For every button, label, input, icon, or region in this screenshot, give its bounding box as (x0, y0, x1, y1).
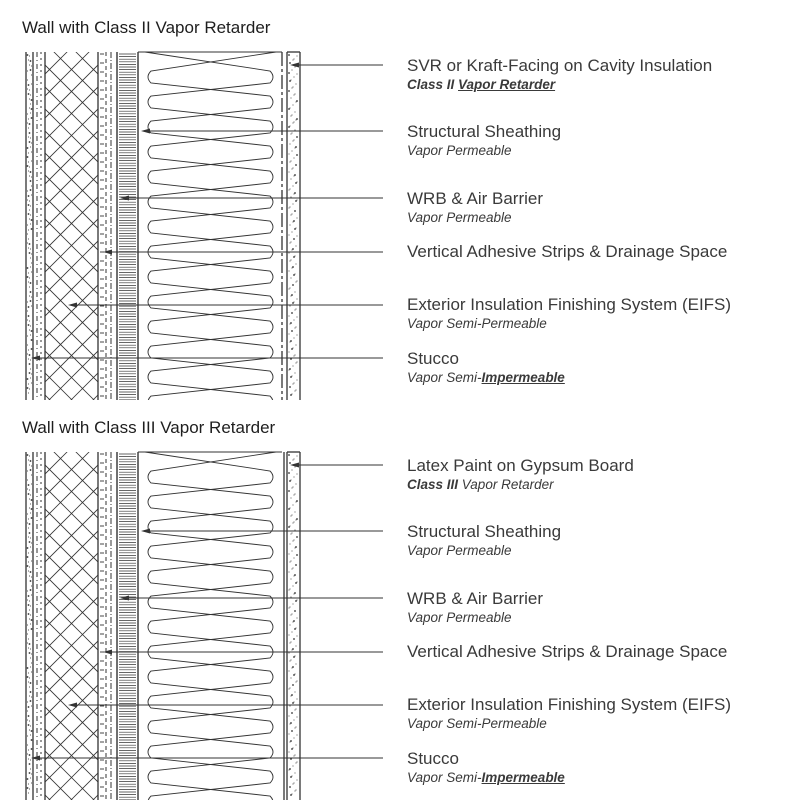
class-3-wall-section (0, 400, 800, 800)
leader-line (120, 196, 383, 201)
wrb-air-barrier-layer (100, 452, 111, 800)
label-name: WRB & Air Barrier (407, 189, 544, 208)
label-name: Stucco (407, 349, 459, 368)
label-name: Vertical Adhesive Strips & Drainage Space (407, 642, 728, 661)
arrowhead (103, 650, 112, 655)
label-property: Vapor Semi-Permeable (407, 316, 547, 331)
label-eifs (407, 695, 731, 733)
cavity-insulation-layer (138, 452, 282, 800)
label-structural-sheathing (407, 122, 561, 160)
label-property: Class III Vapor Retarder (407, 477, 554, 492)
label-name: Stucco (407, 749, 459, 768)
leader-line (141, 129, 383, 134)
arrowhead (290, 63, 299, 68)
leader-line (31, 356, 383, 361)
section-title: Wall with Class II Vapor Retarder (22, 18, 271, 37)
label-name: Exterior Insulation Finishing System (EIFS) (407, 695, 732, 714)
label-stucco (407, 749, 565, 787)
leader-line (103, 650, 383, 655)
leader-line (290, 463, 383, 468)
drainage-space-layer (37, 52, 41, 400)
label-property: Vapor Semi-Impermeable (407, 370, 565, 385)
label-name: SVR or Kraft-Facing on Cavity Insulation (407, 56, 713, 75)
label-vapor-retarder-layer (407, 456, 634, 494)
arrowhead (141, 129, 150, 134)
label-name: Vertical Adhesive Strips & Drainage Space (407, 242, 728, 261)
arrowhead (68, 303, 77, 308)
label-name: Exterior Insulation Finishing System (EIFS) (407, 295, 732, 314)
arrowhead (103, 250, 112, 255)
label-eifs (407, 295, 731, 333)
arrowhead (141, 529, 150, 534)
leader-line (290, 63, 383, 68)
arrowhead (290, 463, 299, 468)
label-name: Latex Paint on Gypsum Board (407, 456, 634, 475)
leader-line (68, 303, 383, 308)
leader-line (120, 596, 383, 601)
arrowhead (68, 703, 77, 708)
label-adhesive-strips (407, 642, 727, 662)
leader-line (68, 703, 383, 708)
gypsum-board-layer (287, 452, 300, 800)
label-property: Vapor Permeable (407, 143, 512, 158)
eifs-layer (40, 0, 103, 400)
cavity-insulation-layer (138, 52, 282, 400)
leader-line (141, 529, 383, 534)
section-title: Wall with Class III Vapor Retarder (22, 418, 276, 437)
stucco-layer (26, 52, 33, 400)
label-name: WRB & Air Barrier (407, 589, 544, 608)
wall-diagram (0, 400, 800, 800)
label-structural-sheathing (407, 522, 561, 560)
label-property: Vapor Permeable (407, 543, 512, 558)
label-vapor-retarder-layer (407, 56, 712, 94)
label-property: Vapor Semi-Impermeable (407, 770, 565, 785)
label-stucco (407, 349, 565, 387)
gypsum-board-layer (287, 52, 300, 400)
label-property: Class II Vapor Retarder (407, 77, 556, 92)
eifs-layer (40, 400, 103, 800)
label-wrb-air-barrier (407, 589, 543, 627)
label-property: Vapor Permeable (407, 210, 512, 225)
stucco-layer (26, 452, 33, 800)
label-wrb-air-barrier (407, 189, 543, 227)
label-name: Structural Sheathing (407, 522, 562, 541)
wrb-air-barrier-layer (100, 52, 111, 400)
label-property: Vapor Permeable (407, 610, 512, 625)
leader-line (31, 756, 383, 761)
structural-sheathing-layer (117, 452, 138, 800)
label-property: Vapor Semi-Permeable (407, 716, 547, 731)
structural-sheathing-layer (117, 52, 138, 400)
label-name: Structural Sheathing (407, 122, 562, 141)
drainage-space-layer (37, 452, 41, 800)
leader-line (103, 250, 383, 255)
label-adhesive-strips (407, 242, 727, 262)
